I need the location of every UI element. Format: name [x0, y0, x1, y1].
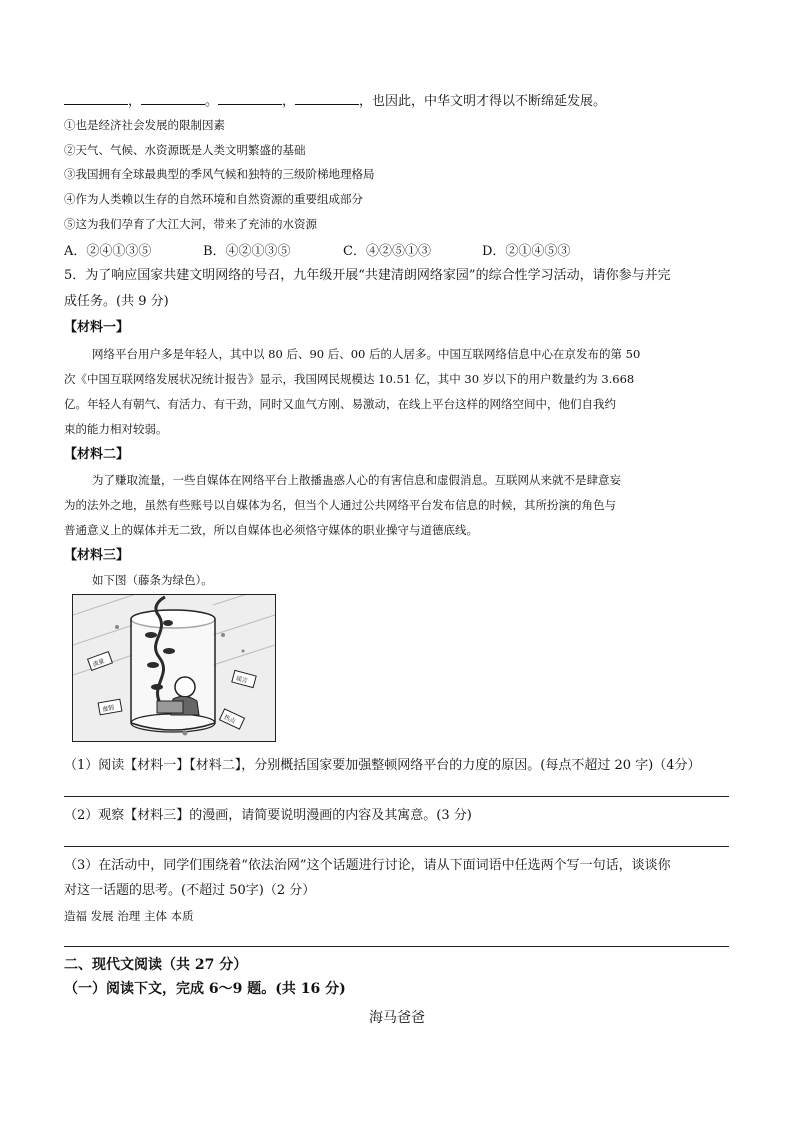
material-1-line: 亿。年轻人有朝气、有活力、有干劲，同时又血气方刚、易激动，在线上平台这样的网络空间中，他们自我约: [64, 397, 616, 411]
choice-d[interactable]: D．②①④⑤③: [482, 244, 571, 259]
cartoon-tag: 热点: [222, 713, 237, 726]
material-2-line: 普通意义上的媒体并无二致，所以自媒体也必须恪守媒体的职业操守与道德底线。: [64, 523, 478, 537]
choice-b[interactable]: B．④②①③⑤: [203, 244, 291, 259]
sub-question-2: （2）观察【材料三】的漫画，请简要说明漫画的内容及其寓意。(3 分): [64, 808, 472, 823]
choice-a[interactable]: A．②④①③⑤: [64, 244, 152, 259]
answer-line-1[interactable]: [64, 796, 729, 797]
answer-line-3[interactable]: [64, 946, 729, 947]
answer-blank-1[interactable]: [64, 92, 128, 105]
blank-separator: 。: [205, 94, 219, 109]
cartoon-tag: 谣言: [234, 674, 249, 685]
sub-question-1: （1）阅读【材料一】【材料二】，分别概括国家要加强整顿网络平台的力度的原因。(每点不超过 20 字)（4分）: [64, 758, 701, 773]
cartoon-tag: 虚假: [101, 704, 115, 714]
sub-question-3-line1: （3）在活动中，同学们围绕着“依法治网”这个话题进行讨论，请从下面词语中任选两个写一句话，谈谈你: [64, 858, 671, 873]
material-2-line: 为了赚取流量，一些自媒体在网络平台上散播蛊惑人心的有害信息和虚假消息。互联网从来就不是肆意妄: [92, 473, 621, 487]
answer-blank-2[interactable]: [141, 92, 205, 105]
q4-item-4: ④作为人类赖以生存的自然环境和自然资源的重要组成部分: [64, 192, 363, 206]
material-1-heading: 【材料一】: [64, 320, 130, 335]
q4-blanks-line: [64, 92, 606, 110]
cartoon-illustration: [72, 594, 276, 742]
material-1-line: 次《中国互联网络发展状况统计报告》显示，我国网民规模达 10.51 亿，其中 30 岁以下的用户数量约为 3.668: [64, 372, 635, 386]
material-3-caption: 如下图（藤条为绿色）。: [92, 573, 213, 587]
q5-intro-line2: 成任务。(共 9 分): [64, 294, 169, 309]
blank-separator: ，: [128, 94, 142, 109]
word-list: 造福 发展 治理 主体 本质: [64, 909, 194, 923]
blank-tail-text: ，也因此，中华文明才得以不断绵延发展。: [359, 94, 607, 109]
cartoon-drawing: [73, 595, 275, 741]
material-1-line: 束的能力相对较弱。: [64, 422, 168, 436]
answer-blank-4[interactable]: [295, 92, 359, 105]
q4-item-3: ③我国拥有全球最典型的季风气候和独特的三级阶梯地理格局: [64, 167, 375, 181]
q5-intro-line1: 5．为了响应国家共建文明网络的号召，九年级开展“共建清朗网络家园”的综合性学习活动，请你参与并完: [64, 268, 671, 283]
material-3-heading: 【材料三】: [64, 548, 130, 563]
answer-line-2[interactable]: [64, 846, 729, 847]
answer-blank-3[interactable]: [218, 92, 282, 105]
article-title: 海马爸爸: [369, 1010, 425, 1026]
material-2-line: 为的法外之地，虽然有些账号以自媒体为名，但当个人通过公共网络平台发布信息的时候，其所扮演的角色与: [64, 498, 616, 512]
section-heading: 二、现代文阅读（共 27 分）: [64, 957, 248, 973]
q4-item-5: ⑤这为我们孕育了大江大河，带来了充沛的水资源: [64, 217, 317, 231]
blank-separator: ，: [282, 94, 296, 109]
material-2-heading: 【材料二】: [64, 447, 130, 462]
sub-question-3-line2: 对这一话题的思考。(不超过 50字)（2 分）: [64, 883, 316, 898]
q4-item-1: ①也是经济社会发展的限制因素: [64, 118, 225, 132]
cartoon-tag: 流量: [91, 657, 106, 669]
choice-c[interactable]: C．④②⑤①③: [343, 244, 431, 259]
section-sub-heading: （一）阅读下文，完成 6～9 题。(共 16 分): [64, 981, 346, 997]
material-1-line: 网络平台用户多是年轻人，其中以 80 后、90 后、00 后的人居多。中国互联网络信息中心在京发布的第 50: [92, 347, 641, 361]
q4-item-2: ②天气、气候、水资源既是人类文明繁盛的基础: [64, 143, 306, 157]
